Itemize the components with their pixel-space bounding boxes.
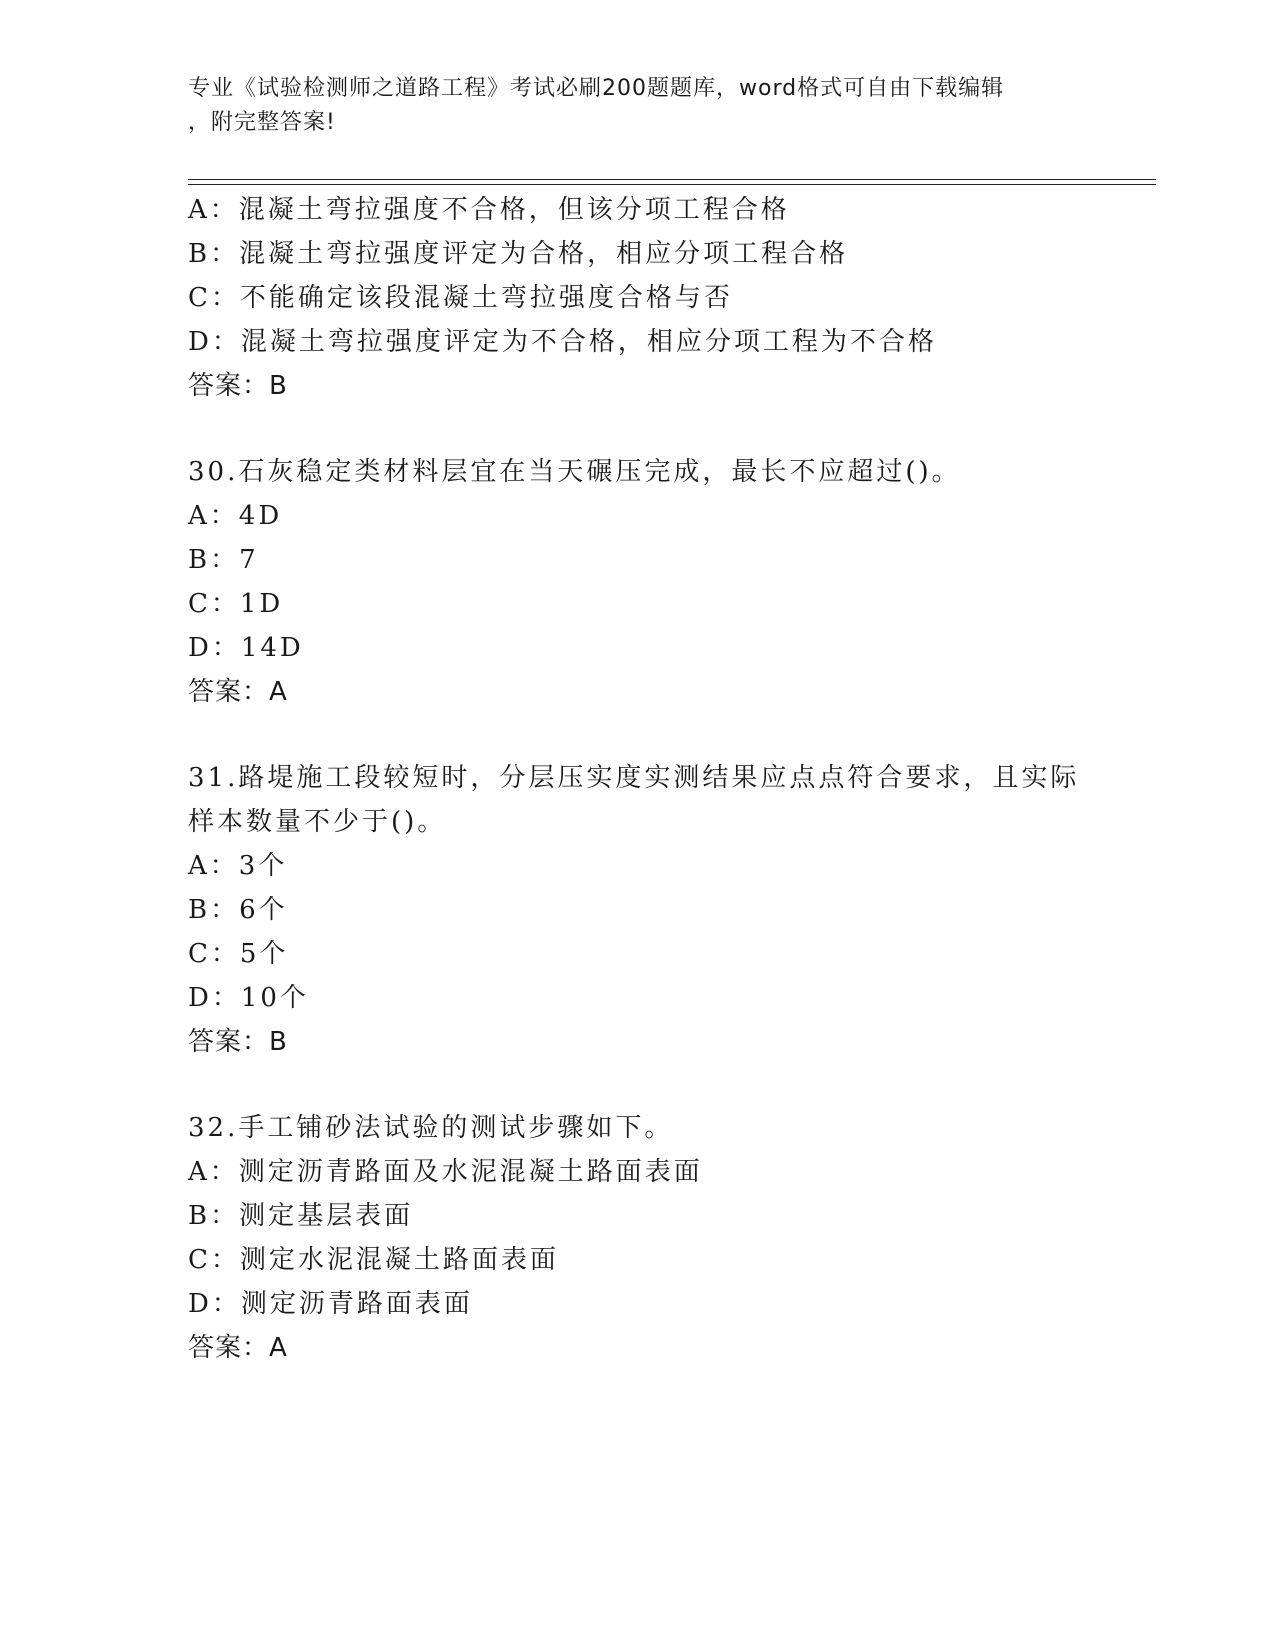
q31-question-line-1: 31.路堤施工段较短时，分层压实度实测结果应点点符合要求，且实际 [188, 763, 1080, 793]
q30-option-c: C：1D [188, 589, 284, 619]
q30-answer: 答案：A [188, 677, 288, 707]
q31-option-a: A：3个 [188, 851, 288, 881]
q30-question: 30.石灰稳定类材料层宜在当天碾压完成，最长不应超过()。 [188, 457, 961, 487]
q30-option-a: A：4D [188, 501, 283, 531]
q30-option-d: D：14D [188, 633, 304, 663]
header-line-2: ，附完整答案! [188, 110, 336, 135]
q29-option-b: B：混凝土弯拉强度评定为合格，相应分项工程合格 [188, 239, 849, 269]
q31-question-line-2: 样本数量不少于()。 [188, 807, 447, 837]
q32-option-b: B：测定基层表面 [188, 1201, 414, 1231]
q29-option-c: C：不能确定该段混凝土弯拉强度合格与否 [188, 283, 733, 313]
q32-answer: 答案：A [188, 1333, 288, 1363]
q32-option-a: A：测定沥青路面及水泥混凝土路面表面 [188, 1157, 703, 1187]
document-header [188, 72, 1088, 140]
header-divider-top [188, 179, 1156, 180]
header-divider-bottom [188, 184, 1156, 185]
q31-option-b: B：6个 [188, 895, 288, 925]
q29-option-a: A：混凝土弯拉强度不合格，但该分项工程合格 [188, 195, 790, 225]
header-line-1: 专业《试验检测师之道路工程》考试必刷200题题库，word格式可自由下载编辑 [188, 76, 1005, 101]
q31-answer: 答案：B [188, 1027, 288, 1057]
q30-option-b: B：7 [188, 545, 259, 575]
q32-question: 32.手工铺砂法试验的测试步骤如下。 [188, 1113, 674, 1143]
q32-option-c: C：测定水泥混凝土路面表面 [188, 1245, 559, 1275]
q32-option-d: D：测定沥青路面表面 [188, 1289, 473, 1319]
q31-option-d: D：10个 [188, 983, 309, 1013]
q29-option-d: D：混凝土弯拉强度评定为不合格，相应分项工程为不合格 [188, 327, 937, 357]
q29-answer: 答案：B [188, 371, 288, 401]
q31-option-c: C：5个 [188, 939, 289, 969]
